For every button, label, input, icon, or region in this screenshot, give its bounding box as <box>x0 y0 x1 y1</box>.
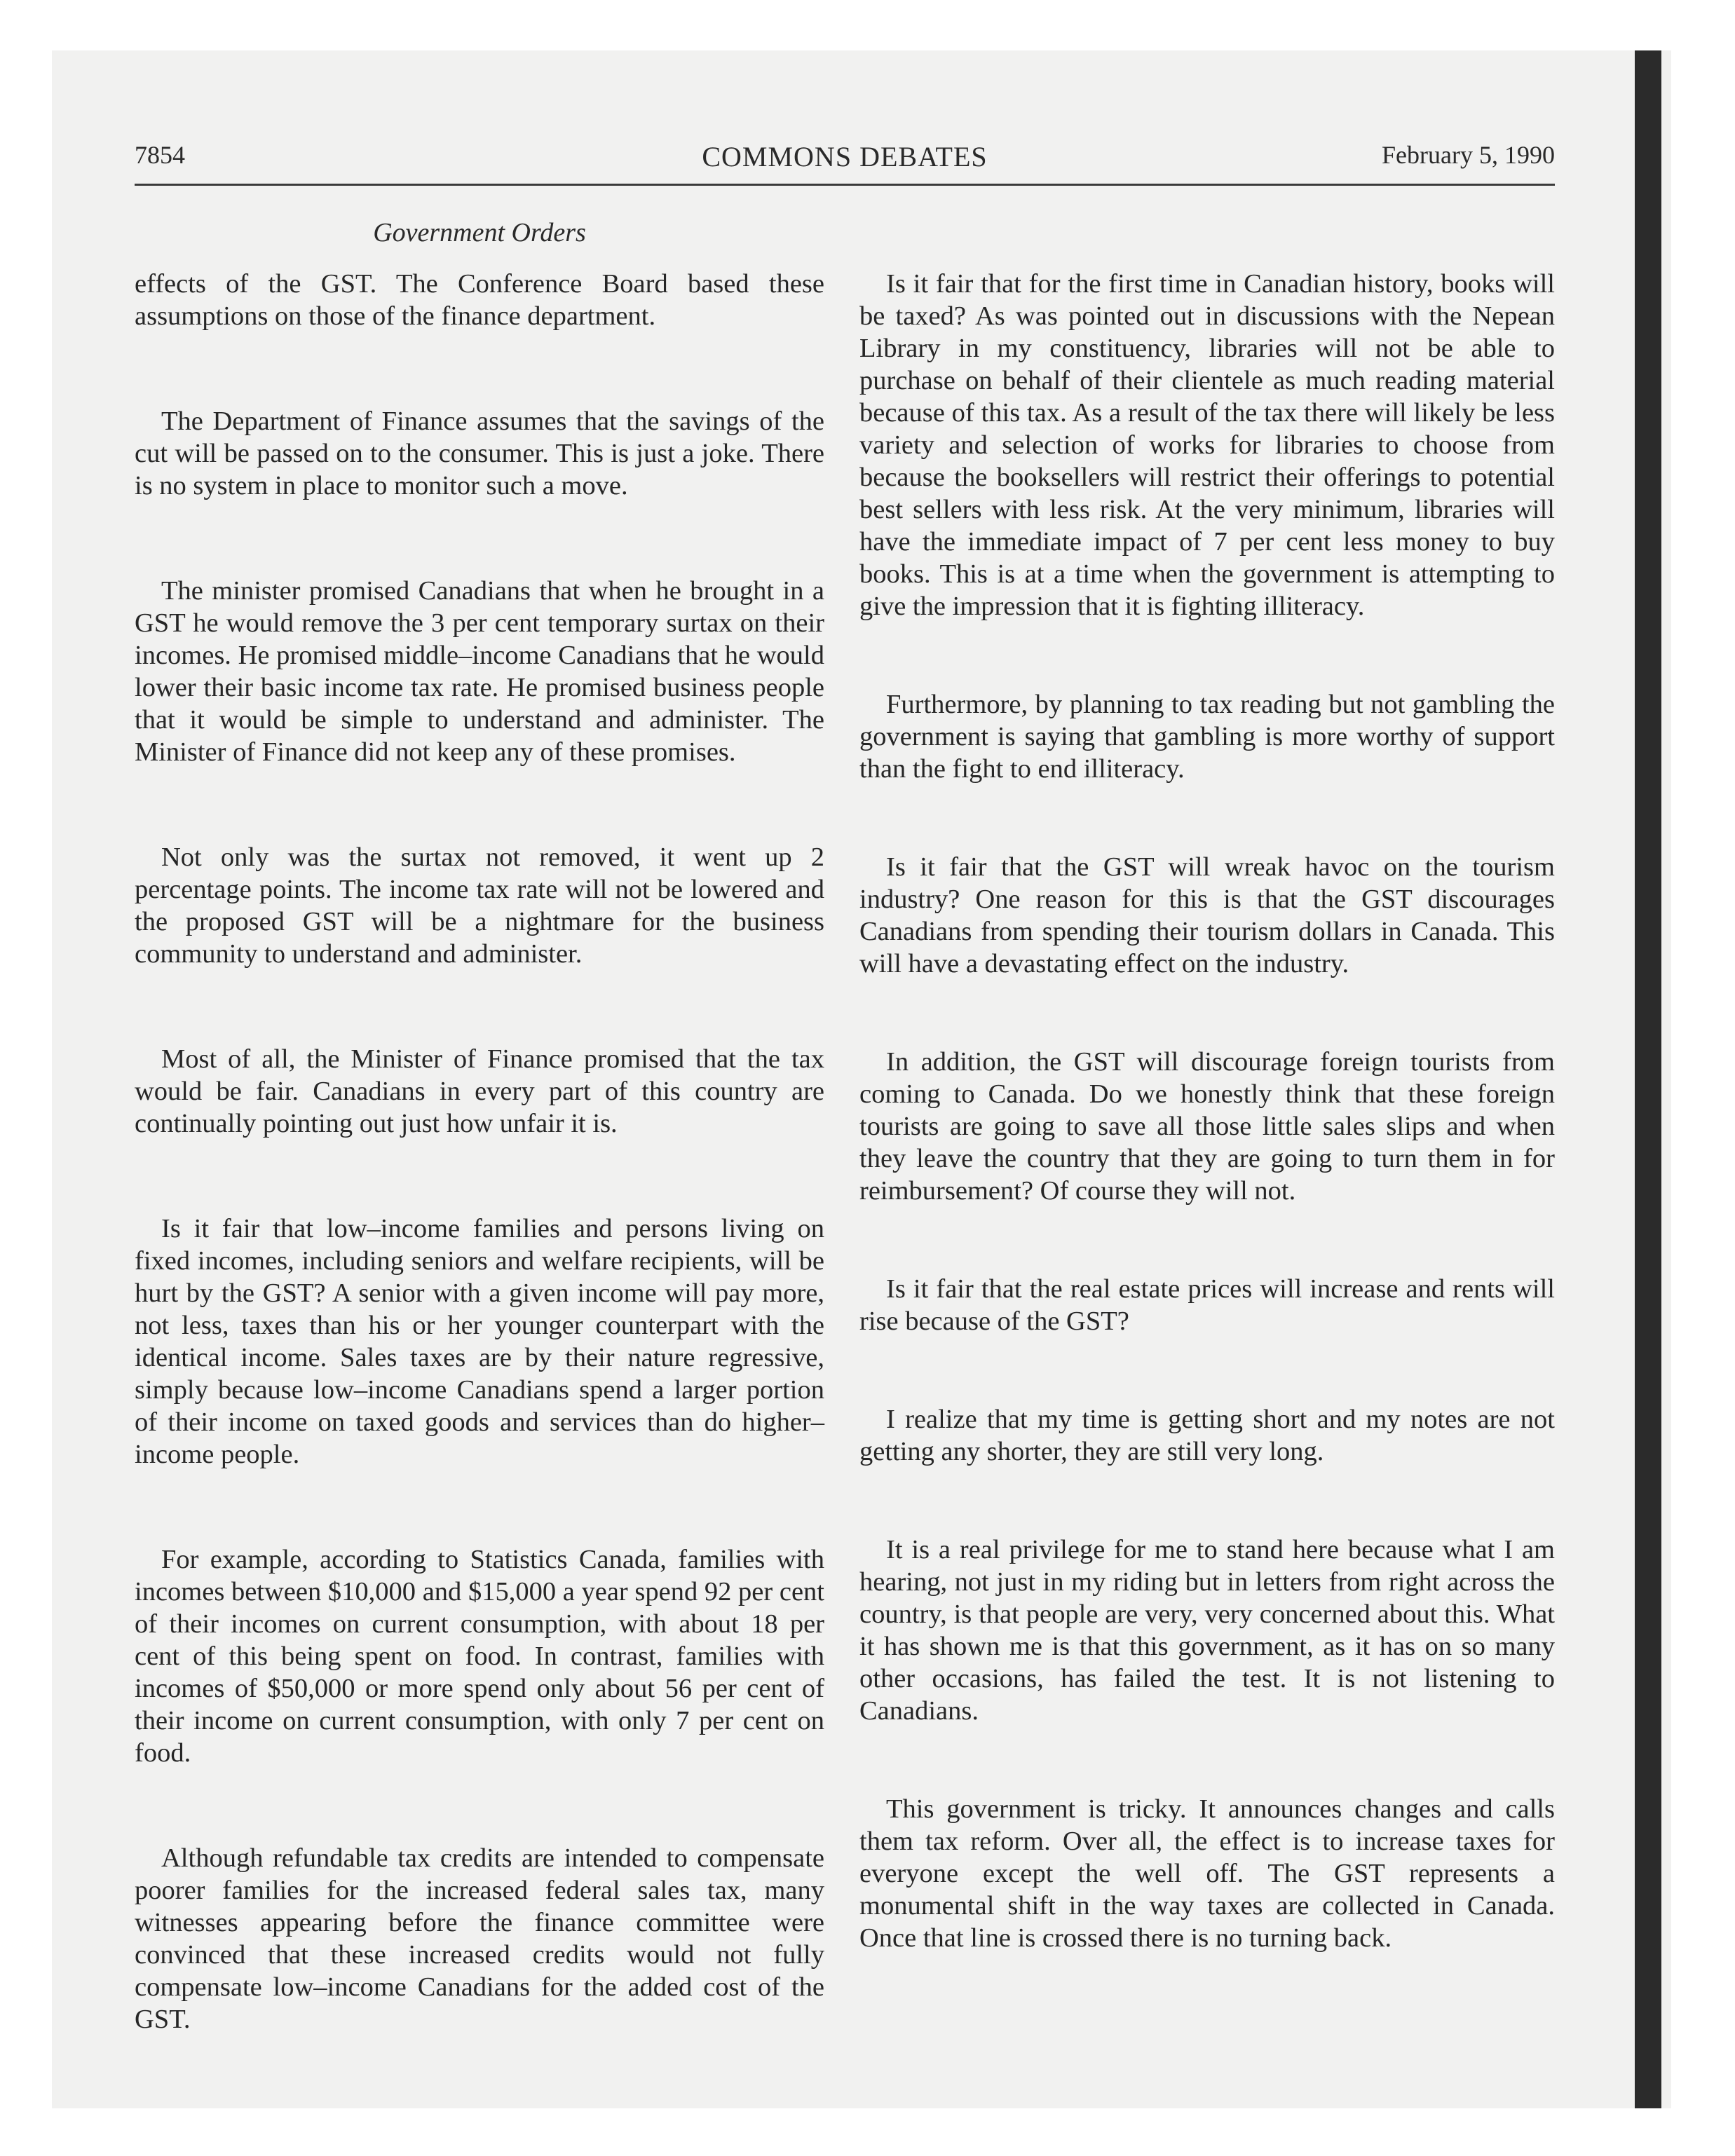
paragraph: Furthermore, by planning to tax reading but not gambling the government is saying that gambling is more worthy of support than the fight to end illiteracy. <box>859 690 1555 784</box>
paragraph: Is it fair that the GST will wreak havoc on the tourism industry? One reason for this is that the GST discourages Canadians from spending their tourism dollars in Canada. This will have a devastating effect on the industry. <box>859 852 1555 978</box>
paragraph: For example, according to Statistics Canada, families with incomes between $10,000 and $15,000 a year spend 92 per cent of their incomes on current consumption, with about 18 per cent of this being spent on food. In contrast, families with incomes of $50,000 or more spend only about 56 per cent of their income on current consumption, with only 7 per cent on food. <box>135 1545 824 1768</box>
publication-title: COMMONS DEBATES <box>702 141 988 172</box>
paragraph: It is a real privilege for me to stand here because what I am hearing, not just in my riding but in letters from right across the country, is that people are very, very concerned about this. What it has shown me is that this government, as it has on so many other occasions, has failed the test. It is not listening to Canadians. <box>859 1535 1555 1726</box>
paragraph: In addition, the GST will discourage foreign tourists from coming to Canada. Do we honestly think that these foreign tourists are going to save all those little sales slips and when they leave the country that they are going to turn them in for reimbursement? Of course they will not. <box>859 1047 1555 1206</box>
paragraph: effects of the GST. The Conference Board based these assumptions on those of the finance department. <box>135 269 824 331</box>
page-number: 7854 <box>135 141 185 169</box>
right-column <box>859 268 1555 1954</box>
paragraph: Is it fair that the real estate prices will increase and rents will rise because of the GST? <box>859 1274 1555 1336</box>
header-rule <box>135 184 1555 186</box>
paragraph: The minister promised Canadians that when he brought in a GST he would remove the 3 per cent temporary surtax on their incomes. He promised middle–income Canadians that he would lower their basic income tax rate. He promised business people that it would be simple to understand and administer. The Minister of Finance did not keep any of these promises. <box>135 576 824 767</box>
left-column <box>135 268 824 2035</box>
paragraph: I realize that my time is getting short and my notes are not getting any shorter, they are still very long. <box>859 1405 1555 1466</box>
paragraph: Most of all, the Minister of Finance promised that the tax would be fair. Canadians in every part of this country are continually pointing out just how unfair it is. <box>135 1044 824 1138</box>
paragraph: Is it fair that low–income families and persons living on fixed incomes, including seniors and welfare recipients, will be hurt by the GST? A senior with a given income will pay more, not less, taxes than his or her younger counterpart with the identical income. Sales taxes are by their nature regressive, simply because low–income Canadians spend a larger portion of their income on taxed goods and services than do higher–income people. <box>135 1214 824 1469</box>
paragraph: Although refundable tax credits are intended to compensate poorer families for the increased federal sales tax, many witnesses appearing before the finance committee were convinced that these increased credits would not fully compensate low–income Canadians for the added cost of the GST. <box>135 1843 824 2034</box>
paragraph: This government is tricky. It announces changes and calls them tax reform. Over all, the effect is to increase taxes for everyone except the well off. The GST represents a monumental shift in the way taxes are collected in Canada. Once that line is crossed there is no turning back. <box>859 1794 1555 1953</box>
paragraph: The Department of Finance assumes that the savings of the cut will be passed on to the consumer. This is just a joke. There is no system in place to monitor such a move. <box>135 407 824 500</box>
paragraph: Not only was the surtax not removed, it went up 2 percentage points. The income tax rate will not be lowered and the proposed GST will be a nightmare for the business community to understand and administer. <box>135 842 824 969</box>
page-header <box>135 140 1555 179</box>
scan-edge-shadow <box>1635 50 1661 2108</box>
paragraph: Is it fair that for the first time in Canadian history, books will be taxed? As was pointed out in discussions with the Nepean Library in my constituency, libraries will not be able to purchase on behalf of their clientele as much reading material because of this tax. As a result of the tax there will likely be less variety and selection of works for libraries to choose from because the booksellers will restrict their offerings to potential best sellers with less risk. At the very minimum, libraries will have the immediate impact of 7 per cent less money to buy books. This is at a time when the government is attempting to give the impression that it is fighting illiteracy. <box>859 269 1555 621</box>
section-label: Government Orders <box>373 218 586 247</box>
publication-date: February 5, 1990 <box>1382 141 1555 169</box>
